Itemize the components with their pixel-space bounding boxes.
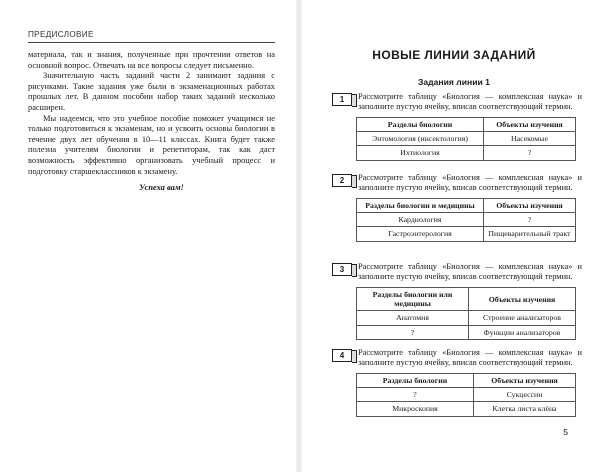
table-cell: Гастроэнтерология xyxy=(357,227,484,241)
table-header: Объекты изучения xyxy=(484,118,576,132)
task-table xyxy=(356,117,576,161)
table-header: Объекты изучения xyxy=(474,374,576,388)
task-number: 2 xyxy=(332,174,352,187)
paragraph: материала, так и знания, полученные при прочтении ответов на основной вопрос. Отвечать на все вопросы следует письменно. xyxy=(28,50,275,70)
table-row xyxy=(357,388,576,402)
table-cell: Функции анализаторов xyxy=(469,325,576,339)
task-table xyxy=(356,373,576,417)
table-cell: Строение анализаторов xyxy=(469,311,576,325)
task-number: 1 xyxy=(332,93,352,106)
table-cell: Сукцессии xyxy=(474,388,576,402)
paragraph: Значительную часть заданий части 2 занимают задания с рисунками. Такие задания уже были в экзаменационных работах прошлых лет. В данном пособии набор таких заданий несколько расширен. xyxy=(28,71,275,112)
table-header: Разделы биологии xyxy=(357,374,474,388)
table-cell: Клетка листа клёна xyxy=(474,402,576,416)
section-title: НОВЫЕ ЛИНИИ ЗАДАНИЙ xyxy=(372,48,536,62)
table-cell: Анатомия xyxy=(357,311,469,325)
task-text: Рассмотрите таблицу «Биология — комплексная наука» и заполните пустую ячейку, вписав соответствующий термин. xyxy=(358,92,582,111)
closing-wish: Успеха вам! xyxy=(139,183,184,193)
page-number: 5 xyxy=(563,427,568,437)
section-subtitle: Задания линии 1 xyxy=(418,77,490,87)
table-cell: Кардиология xyxy=(357,213,484,227)
table-cell: ? xyxy=(484,146,576,160)
table-cell: ? xyxy=(484,213,576,227)
table-cell: ? xyxy=(357,325,469,339)
running-head-rule xyxy=(28,42,275,43)
table-row xyxy=(357,146,576,160)
table-row xyxy=(357,132,576,146)
right-page xyxy=(300,0,608,472)
task-table xyxy=(356,287,576,340)
table-header: Разделы биологии и медицины xyxy=(357,199,484,213)
task-table xyxy=(356,198,576,242)
table-cell: Пищеварительный тракт xyxy=(484,227,576,241)
task-number: 4 xyxy=(332,349,352,362)
task-3 xyxy=(332,262,582,340)
table-header: Разделы биологии или медицины xyxy=(357,288,469,311)
task-4 xyxy=(332,348,582,417)
table-cell: Микроскопия xyxy=(357,402,474,416)
left-page xyxy=(0,0,296,472)
task-text: Рассмотрите таблицу «Биология — комплексная наука» и заполните пустую ячейку, вписав соответствующий термин. xyxy=(358,173,582,192)
table-row xyxy=(357,227,576,241)
left-body-text xyxy=(28,50,275,194)
table-row xyxy=(357,402,576,416)
table-header: Объекты изучения xyxy=(469,288,576,311)
table-row xyxy=(357,325,576,339)
table-cell: ? xyxy=(357,388,474,402)
table-row xyxy=(357,213,576,227)
paragraph: Мы надеемся, что это учебное пособие поможет учащимся не только подготовиться к экзаменам, но и усвоить основы биологии в течение двух лет обучения в 10—11 классах. Книга будет также полезна учителям биологии и репетиторам, так как даст возможность эффективно организовать учебный процесс и подготовку старшеклассников к экзамену. xyxy=(28,113,275,176)
table-cell: Насекомые xyxy=(484,132,576,146)
table-row xyxy=(357,311,576,325)
task-2 xyxy=(332,173,582,242)
task-text: Рассмотрите таблицу «Биология — комплексная наука» и заполните пустую ячейку, вписав соответствующий термин. xyxy=(358,262,582,281)
running-head: ПРЕДИСЛОВИЕ xyxy=(28,30,94,39)
task-text: Рассмотрите таблицу «Биология — комплексная наука» и заполните пустую ячейку, вписав соответствующий термин. xyxy=(358,348,582,367)
table-cell: Ихтиология xyxy=(357,146,484,160)
table-header: Объекты изучения xyxy=(484,199,576,213)
table-cell: Энтомология (инсектология) xyxy=(357,132,484,146)
table-header: Разделы биологии xyxy=(357,118,484,132)
task-1 xyxy=(332,92,582,161)
task-number: 3 xyxy=(332,263,352,276)
